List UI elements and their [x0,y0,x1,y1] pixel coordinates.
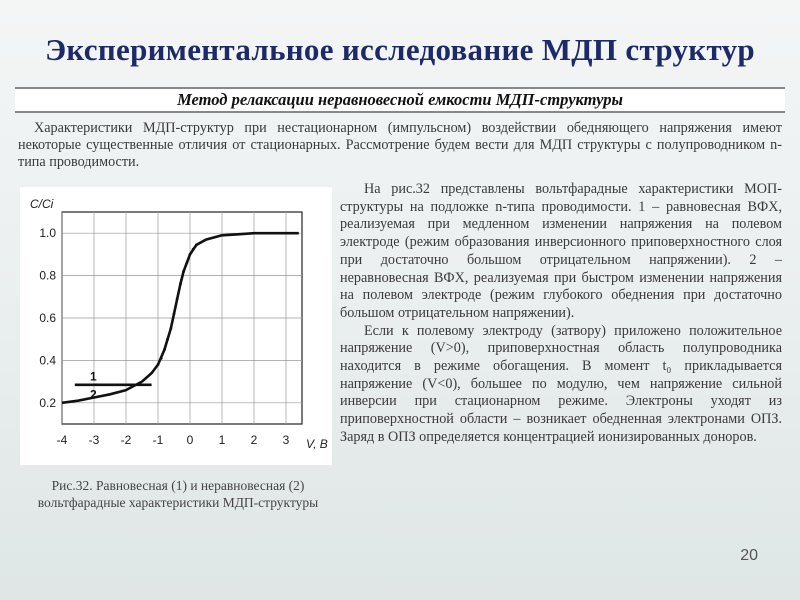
data-point [163,348,166,351]
curve-label-2: 2 [90,387,97,402]
data-point [192,248,195,251]
paragraph-2: Если к полевому электроду (затвору) приложено положительное напряжение (V>0), приповерхностная область полупроводника находится в режиме обогащения. В момент t₀ прикладывается напряжение (V<0), большее по модулю, чем напряжение сильной инверсии при стационарном режиме. Электроны уходят из приповерхностной области – возникает обедненная электронами ОПЗ. Заряд в ОПЗ определяется концентрацией ионизированных доноров. [340,322,782,445]
x-tick-label: -4 [56,433,68,447]
data-point [160,357,163,360]
data-point [176,298,179,301]
x-tick-label: -2 [120,433,132,447]
y-tick-label: 0.4 [39,353,56,368]
y-tick-label: 0.6 [39,311,56,325]
page-number: 20 [740,547,758,564]
body-text [340,181,782,447]
data-point [166,338,169,341]
intro-paragraph: Характеристики МДП-структур при нестационарном (импульсном) воздействии обедняющего напряжения имеют некоторые существенные отличия от стационарных. Рассмотрение будем вести для МДП структуры с полупроводником n-типа проводимости. [18,120,782,170]
x-tick-label: 3 [282,433,290,447]
data-point [182,270,185,273]
x-tick-label: 0 [186,433,194,447]
y-tick-label: 1.0 [39,226,56,241]
x-tick-label: -3 [88,433,100,447]
curve-label-1: 1 [90,369,97,384]
data-point [185,261,188,264]
slide-title: Экспериментальное исследование МДП структур [45,32,755,67]
y-tick-label: 0.2 [39,395,56,410]
data-point [157,363,160,366]
x-axis-label: V, В [306,437,328,451]
paragraph-1: На рис.32 представлены вольтфарадные характеристики МОП-структуры на подложке n-типа проводимости. 1 – равновесная ВФХ, реализуемая при медленном изменении напряжения на полевом электроде (режим образования инверсионного приповерхностного слоя при достаточно большом отрицательном напряжении). 2 – неравновесная ВФХ, реализуемая при быстром изменении напряжения на полевом электроде (режим глубокого обеднения при достаточно большом отрицательном напряжении). [340,181,782,321]
data-point [189,253,192,256]
x-tick-label: -1 [152,433,164,447]
cv-chart [20,187,332,465]
data-point [195,243,198,246]
figure-cv-characteristics [20,187,332,465]
x-tick-label: 1 [218,433,226,447]
x-tick-label: 2 [250,433,258,447]
data-point [173,312,176,315]
data-point [169,327,172,330]
y-axis-label: C/Ci [30,197,54,211]
data-point [179,283,182,286]
section-heading: Метод релаксации неравновесной емкости МДП-структуры [15,87,785,113]
figure-caption: Рис.32. Равновесная (1) и неравновесная (2) вольтфарадные характеристики МДП-структуры [37,478,319,510]
y-tick-label: 0.8 [39,268,56,283]
